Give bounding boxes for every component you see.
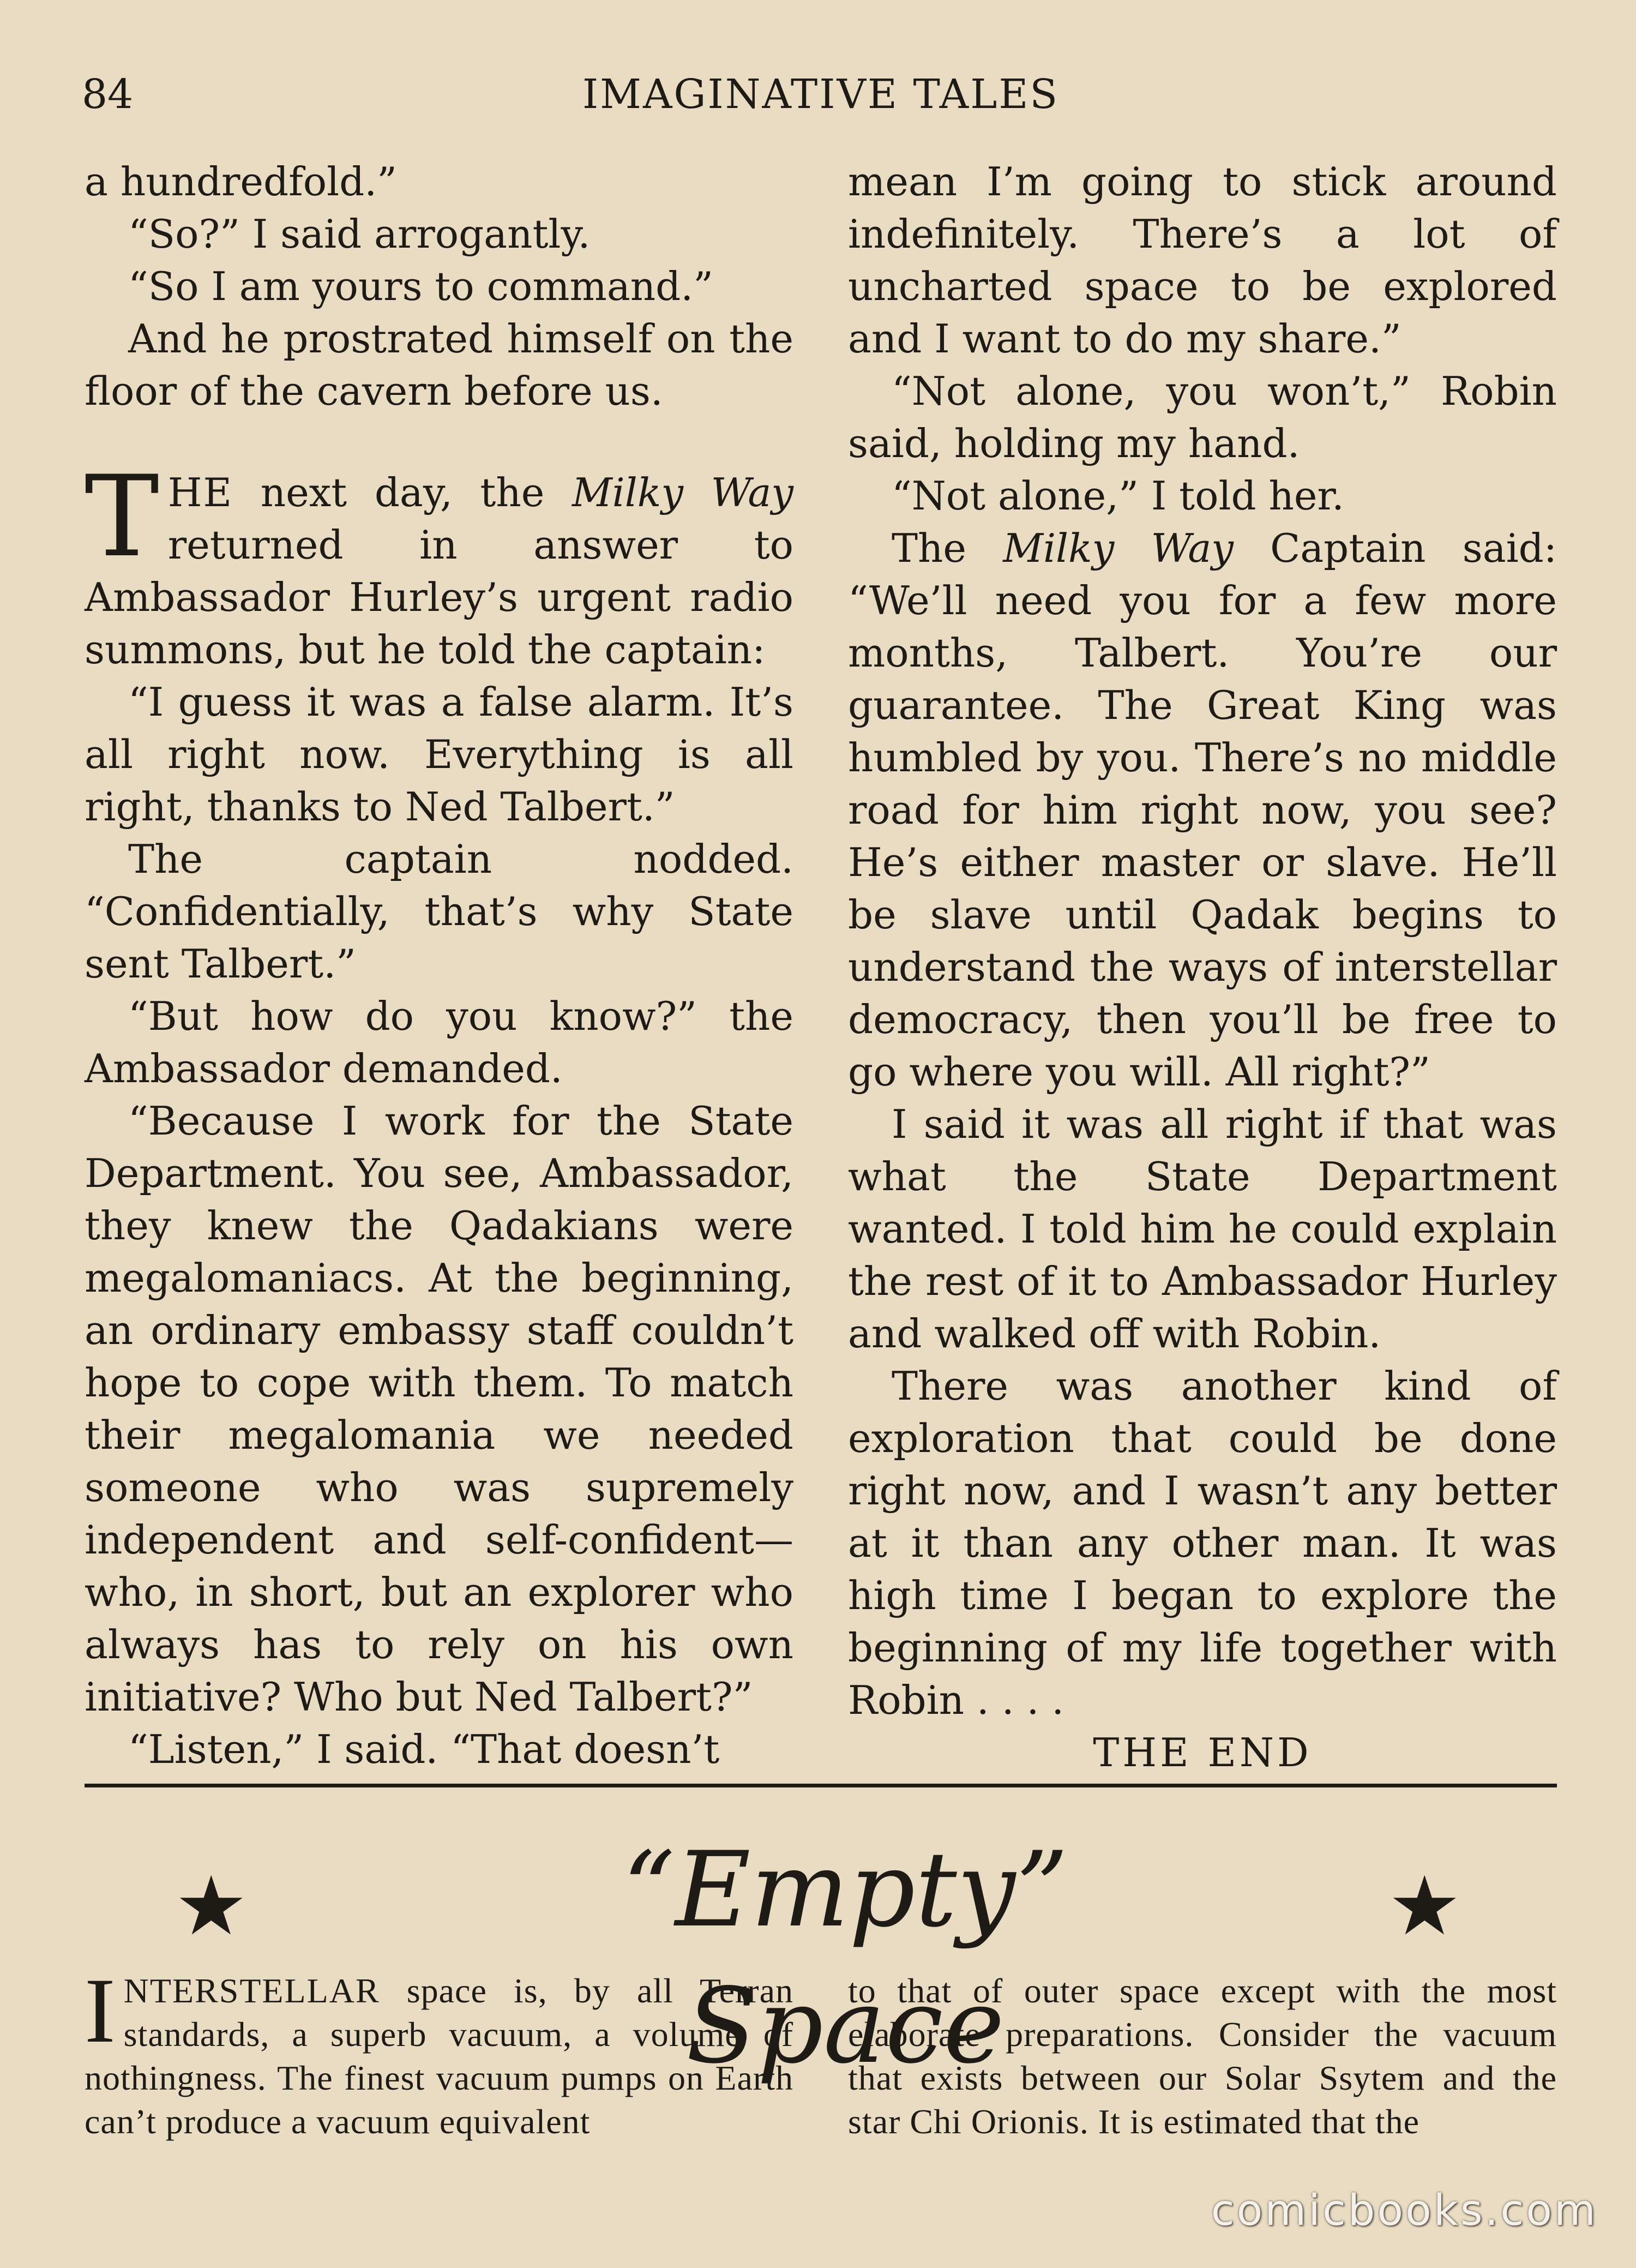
small-caps-word: HE xyxy=(167,470,233,515)
section-break xyxy=(85,417,793,466)
ship-name: Milky Way xyxy=(1003,525,1234,571)
paragraph xyxy=(848,522,1557,1098)
text-run: space is, by all Terran standards, a superb vacuum, a volume of nothingness. The finest vacuum pumps on Earth can’t produce a vacuum equivalent xyxy=(85,1971,793,2141)
paragraph: mean I’m going to stick around indefinitely. There’s a lot of uncharted space to be explored and I want to do my share.” xyxy=(848,159,1557,362)
paragraph: “Listen,” I said. “That doesn’t xyxy=(128,1726,720,1772)
filler-right-column xyxy=(848,1969,1557,2144)
text-run: next day, the xyxy=(233,470,572,515)
paragraph: “Because I work for the State Department. You see, Ambassador, they knew the Qadakians were megalomaniacs. At the beginning, an ordinary embassy staff couldn’t hope to cope with them. To match their megalomania we needed someone who was supremely independent and self-confident—who, in short, but an explorer who always has to rely on his own initiative? Who but Ned Talbert?” xyxy=(85,1098,793,1720)
small-caps-word: NTERSTELLAR xyxy=(123,1971,380,2010)
text-run: returned in answer to Ambassador Hurley’s urgent radio summons, but he told the captain: xyxy=(85,522,793,673)
the-end: THE END xyxy=(1093,1730,1312,1775)
paragraph: “Not alone,” I told her. xyxy=(892,473,1344,519)
paragraph: “But how do you know?” the Ambassador demanded. xyxy=(85,993,793,1091)
left-column xyxy=(85,155,793,1775)
paragraph: The captain nodded. “Confidentially, that’s why State sent Talbert.” xyxy=(85,836,793,987)
right-column xyxy=(848,155,1557,1779)
star-icon: ★ xyxy=(175,1859,248,1954)
divider-rule xyxy=(85,1784,1557,1787)
drop-cap: I xyxy=(85,1959,116,2062)
star-icon: ★ xyxy=(1388,1859,1461,1954)
page-header xyxy=(82,71,1560,131)
text-run: The xyxy=(892,525,1003,571)
paragraph: “I guess it was a false alarm. It’s all right now. Everything is all right, thanks to Ned Talbert.” xyxy=(85,679,793,830)
paragraph: “So?” I said arrogantly. xyxy=(128,211,591,257)
drop-cap: T xyxy=(85,452,159,582)
watermark: comicbooks.com xyxy=(1211,2186,1598,2235)
paragraph: And he prostrated himself on the floor of the cavern before us. xyxy=(85,316,793,414)
ship-name: Milky Way xyxy=(572,470,793,515)
paragraph: a hundredfold.” xyxy=(85,159,397,205)
paragraph: I said it was all right if that was what the State Department wanted. I told him he could explain the rest of it to Ambassador Hurley and walked off with Robin. xyxy=(848,1101,1557,1357)
filler-paragraph: to that of outer space except with the most elaborate preparations. Consider the vacuum that exists between our Solar Ssytem and the star Chi Orionis. It is estimated that the xyxy=(848,1971,1557,2141)
page-number: 84 xyxy=(82,71,134,118)
filler-paragraph xyxy=(85,1959,793,2144)
text-run: Captain said: “We’ll need you for a few more months, Talbert. You’re our guarantee. The Great King was humbled by you. There’s no middle road for him right now, you see? He’s either master or slave. He’ll be slave until Qadak begins to understand the ways of interstellar democracy, then you’ll be free to go where you will. All right?” xyxy=(848,525,1557,1095)
paragraph: “Not alone, you won’t,” Robin said, holding my hand. xyxy=(848,368,1557,466)
paragraph: “So I am yours to command.” xyxy=(128,263,713,309)
dropcap-paragraph xyxy=(85,452,793,676)
paragraph: There was another kind of exploration that could be done right now, and I wasn’t any better at it than any other man. It was high time I began to explore the beginning of my life together with Robin . . . . xyxy=(848,1363,1557,1723)
filler-title: “Empty” Space xyxy=(622,1829,1069,2086)
running-title: IMAGINATIVE TALES xyxy=(582,71,1060,118)
filler-left-column xyxy=(85,1959,793,2144)
